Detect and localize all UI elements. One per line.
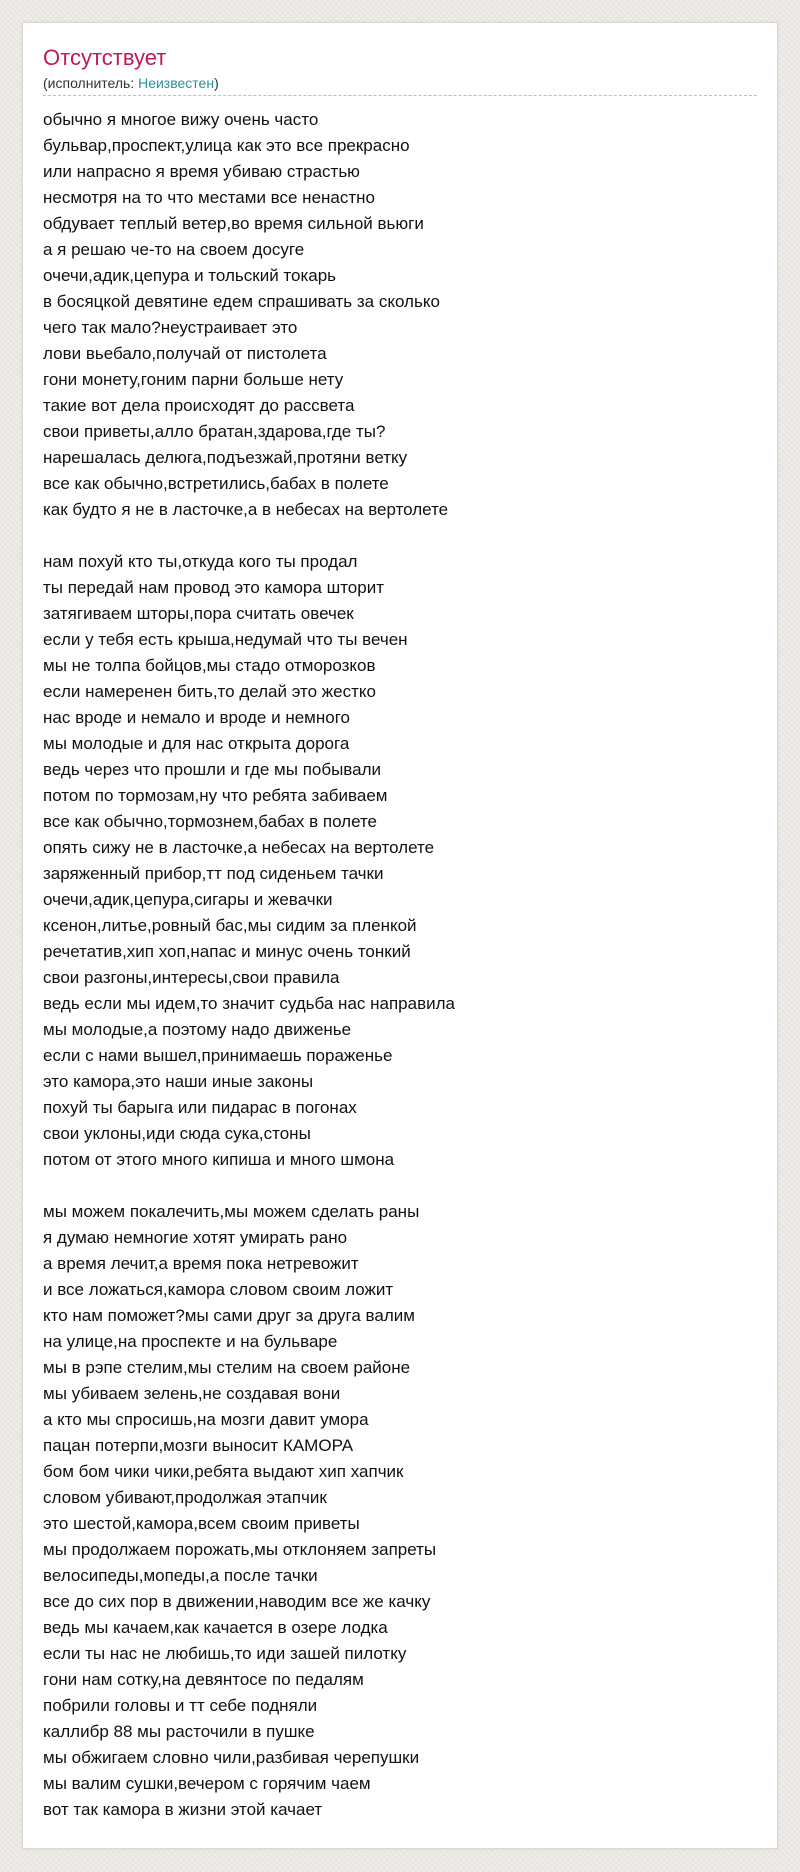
lyric-line: пацан потерпи,мозги выносит КАМОРА: [43, 1436, 354, 1455]
lyric-line: нам похуй кто ты,откуда кого ты продал: [43, 552, 358, 571]
lyric-line: в босяцкой девятине едем спрашивать за сколько: [43, 292, 440, 311]
lyric-line: ведь через что прошли и где мы побывали: [43, 760, 382, 779]
lyric-line: и все ложаться,камора словом своим ложит: [43, 1280, 394, 1299]
lyric-line: похуй ты барыга или пидарас в погонах: [43, 1098, 357, 1117]
lyric-line: велосипеды,мопеды,а после тачки: [43, 1566, 318, 1585]
lyric-line: очечи,адик,цепура и тольский токарь: [43, 266, 337, 285]
lyric-line: все как обычно,встретились,бабах в полете: [43, 474, 389, 493]
lyric-line: опять сижу не в ласточке,а небесах на вертолете: [43, 838, 435, 857]
lyric-line: как будто я не в ласточке,а в небесах на вертолете: [43, 500, 449, 519]
lyric-line: бом бом чики чики,ребята выдают хип хапчик: [43, 1462, 404, 1481]
lyric-line: ксенон,литье,ровный бас,мы сидим за пленкой: [43, 916, 417, 935]
lyric-line: вот так камора в жизни этой качает: [43, 1800, 323, 1819]
lyric-line: мы валим сушки,вечером с горячим чаем: [43, 1774, 371, 1793]
lyric-line: кто нам поможет?мы сами друг за друга валим: [43, 1306, 415, 1325]
lyric-line: мы обжигаем словно чили,разбивая черепушки: [43, 1748, 420, 1767]
lyric-line: это камора,это наши иные законы: [43, 1072, 314, 1091]
lyric-line: я думаю немногие хотят умирать рано: [43, 1228, 348, 1247]
lyric-line: обдувает теплый ветер,во время сильной вьюги: [43, 214, 424, 233]
lyric-line: лови вьебало,получай от пистолета: [43, 344, 327, 363]
lyric-line: потом от этого много кипиша и много шмона: [43, 1150, 395, 1169]
lyric-line: ведь если мы идем,то значит судьба нас направила: [43, 994, 455, 1013]
lyric-line: все как обычно,тормознем,бабах в полете: [43, 812, 378, 831]
lyric-line: чего так мало?неустраивает это: [43, 318, 298, 337]
lyric-line: мы можем покалечить,мы можем сделать раны: [43, 1202, 420, 1221]
lyric-line: свои уклоны,иди сюда сука,стоны: [43, 1124, 311, 1143]
lyric-line: нас вроде и немало и вроде и немного: [43, 708, 350, 727]
artist-prefix: (исполнитель:: [43, 75, 139, 91]
lyric-line: это шестой,камора,всем своим приветы: [43, 1514, 360, 1533]
lyric-line: если намеренен бить,то делай это жестко: [43, 682, 376, 701]
lyric-line: нарешалась делюга,подъезжай,протяни ветку: [43, 448, 408, 467]
artist-line: [43, 74, 757, 96]
lyric-line: речетатив,хип хоп,напас и минус очень тонкий: [43, 942, 411, 961]
lyric-line: мы молодые и для нас открыта дорога: [43, 734, 350, 753]
lyric-line: если с нами вышел,принимаешь пораженье: [43, 1046, 393, 1065]
lyric-line: обычно я многое вижу очень часто: [43, 110, 319, 129]
lyric-line: на улице,на проспекте и на бульваре: [43, 1332, 338, 1351]
artist-link[interactable]: Неизвестен: [138, 75, 215, 91]
lyric-line: каллибр 88 мы расточили в пушке: [43, 1722, 315, 1741]
lyric-line: затягиваем шторы,пора считать овечек: [43, 604, 354, 623]
lyric-line: ты передай нам провод это камора шторит: [43, 578, 384, 597]
lyrics-body: [43, 107, 757, 1823]
song-title: Отсутствует: [43, 45, 167, 70]
lyric-line: бульвар,проспект,улица как это все прекрасно: [43, 136, 410, 155]
lyric-line: мы продолжаем порожать,мы отклоняем запреты: [43, 1540, 437, 1559]
lyric-line: или напрасно я время убиваю страстью: [43, 162, 360, 181]
lyric-line: а я решаю че-то на своем досуге: [43, 240, 305, 259]
lyric-line: мы убиваем зелень,не создавая вони: [43, 1384, 341, 1403]
lyric-line: такие вот дела происходят до рассвета: [43, 396, 355, 415]
lyric-line: если ты нас не любишь,то иди зашей пилотку: [43, 1644, 407, 1663]
lyric-line: свои разгоны,интересы,свои правила: [43, 968, 340, 987]
lyric-line: заряженный прибор,тт под сиденьем тачки: [43, 864, 384, 883]
lyrics-stanza: [43, 549, 757, 1173]
lyrics-card: [22, 22, 778, 1849]
lyric-line: гони нам сотку,на девянтосе по педалям: [43, 1670, 364, 1689]
lyric-line: мы не толпа бойцов,мы стадо отморозков: [43, 656, 376, 675]
lyric-line: а кто мы спросишь,на мозги давит умора: [43, 1410, 369, 1429]
lyric-line: свои приветы,алло братан,здарова,где ты?: [43, 422, 386, 441]
lyric-line: ведь мы качаем,как качается в озере лодка: [43, 1618, 388, 1637]
lyric-line: если у тебя есть крыша,недумай что ты вечен: [43, 630, 408, 649]
lyric-line: побрили головы и тт себе подняли: [43, 1696, 318, 1715]
lyric-line: потом по тормозам,ну что ребята забиваем: [43, 786, 388, 805]
lyrics-stanza: [43, 1199, 757, 1823]
lyric-line: мы молодые,а поэтому надо движенье: [43, 1020, 352, 1039]
lyric-line: словом убивают,продолжая этапчик: [43, 1488, 327, 1507]
artist-suffix: ): [214, 75, 219, 91]
lyrics-stanza: [43, 107, 757, 523]
lyric-line: все до сих пор в движении,наводим все же качку: [43, 1592, 431, 1611]
lyric-line: гони монету,гоним парни больше нету: [43, 370, 344, 389]
lyric-line: несмотря на то что местами все ненастно: [43, 188, 375, 207]
lyric-line: а время лечит,а время пока нетревожит: [43, 1254, 359, 1273]
lyric-line: мы в рэпе стелим,мы стелим на своем районе: [43, 1358, 411, 1377]
lyric-line: очечи,адик,цепура,сигары и жевачки: [43, 890, 333, 909]
